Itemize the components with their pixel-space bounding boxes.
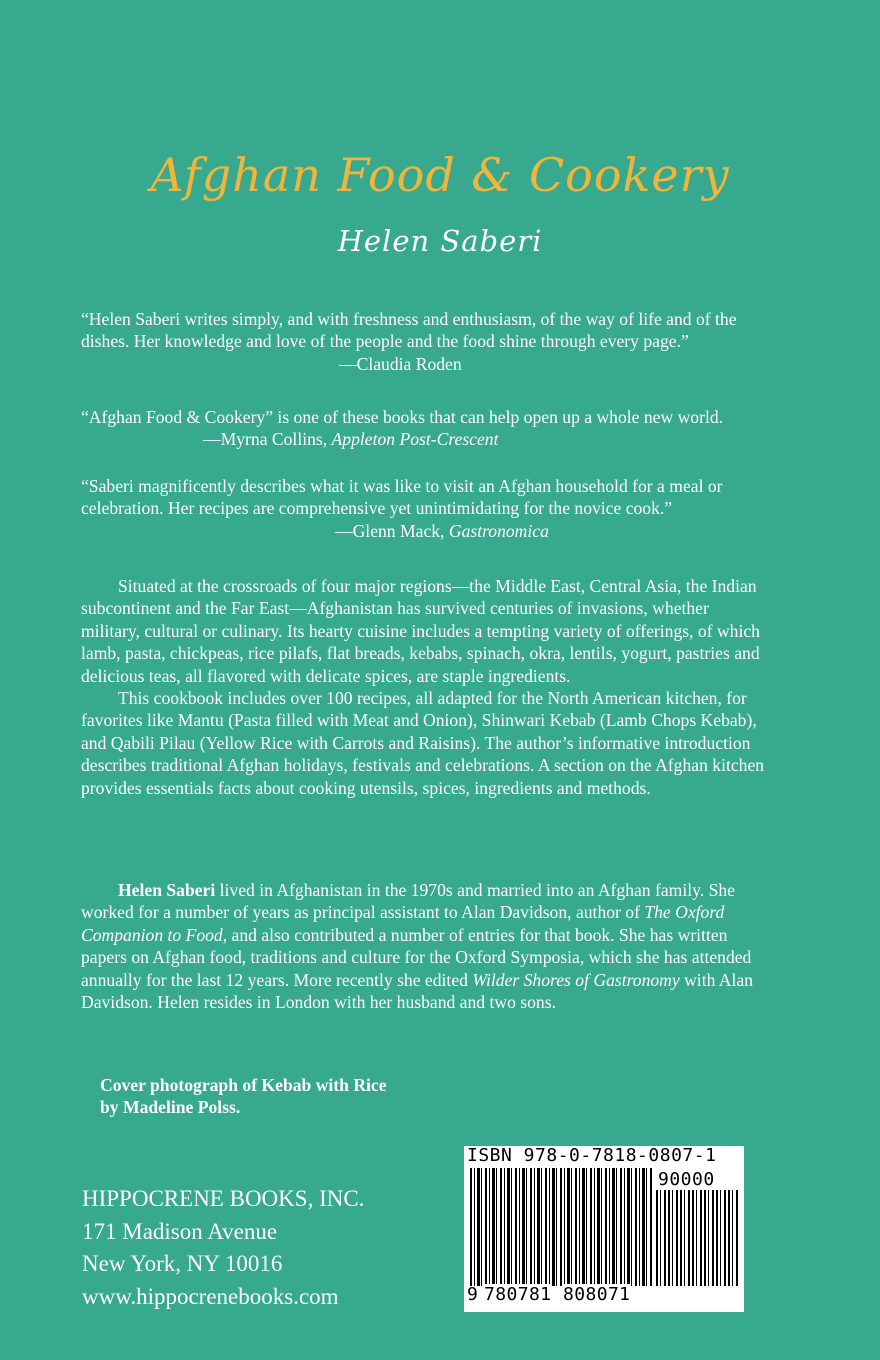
author-bio	[81, 879, 771, 1013]
bio-text: lived in Afghanistan in the 1970s and married into an Afghan family. She worked for a number of years as principal assistant to Alan Davidson, author of	[81, 880, 735, 923]
publisher-website: www.hippocrenebooks.com	[82, 1283, 339, 1309]
book-description	[81, 575, 771, 799]
quote-text: “Saberi magnificently describes what it was like to visit an Afghan household for a meal or celebration. Her recipes are comprehensive yet unintimidating for the novice cook.”	[81, 476, 723, 519]
bio-book-title: The Oxford Companion to Food	[81, 902, 725, 945]
barcode-digit-first: 9	[467, 1284, 479, 1305]
publisher-info	[82, 1183, 364, 1313]
bio-name: Helen Saberi	[118, 880, 216, 900]
book-author: Helen Saberi	[337, 224, 543, 258]
quote-attribution	[81, 429, 499, 449]
credit-line: Cover photograph of Kebab with Rice	[100, 1075, 387, 1095]
attribution-name: —Myrna Collins,	[203, 429, 332, 450]
review-quote-mack	[81, 475, 771, 542]
publisher-city: New York, NY 10016	[82, 1251, 283, 1276]
quote-text: “Helen Saberi writes simply, and with freshness and enthusiasm, of the way of life and of the dishes. Her knowledge and love of the people and the food shine through every page.”	[81, 309, 737, 352]
review-quote-collins	[81, 406, 771, 451]
barcode-digits-left: 780781	[484, 1284, 552, 1305]
photo-credit	[100, 1074, 790, 1119]
credit-line: by Madeline Polss.	[100, 1097, 241, 1118]
book-title: Afghan Food & Cookery	[150, 148, 730, 202]
description-paragraph: This cookbook includes over 100 recipes, all adapted for the North American kitchen, for favorites like Mantu (Pasta filled with Meat and Onion), Shinwari Kebab (Lamb Chops Kebab), and Qabili Pilau (Yellow Rice with Carrots and Raisins). The author’s informative introduction describes traditional Afghan holidays, festivals and celebrations. A section on the Afghan kitchen provides essentials facts about cooking utensils, spices, ingredients and methods.	[81, 688, 765, 798]
publisher-address: 171 Madison Avenue	[82, 1218, 278, 1244]
description-paragraph: Situated at the crossroads of four major regions—the Middle East, Central Asia, the Indian subcontinent and the Far East—Afghanistan has survived centuries of invasions, whether military, cultural or culinary. Its hearty cuisine includes a tempting variety of offerings, of which lamb, pasta, chickpeas, rice pilafs, flat breads, kebabs, spinach, okra, lentils, yogurt, pastries and delicious teas, all flavored with delicate spices, are staple ingredients.	[81, 576, 760, 686]
attribution-source: Appleton Post-Crescent	[331, 429, 499, 450]
quote-attribution	[81, 520, 771, 542]
publisher-name: HIPPOCRENE BOOKS, INC.	[82, 1186, 365, 1211]
barcode-digits-right: 808071	[563, 1284, 631, 1305]
bio-text: with Alan Davidson. Helen resides in London with her husband and two sons.	[81, 969, 754, 1013]
price-code: 90000	[658, 1169, 715, 1190]
bio-text: , and also contributed a number of entries for that book. She has written papers on Afghan food, traditions and culture for the Oxford Symposia, which she has attended annually for the last 12 years. More recently she edited	[81, 924, 752, 990]
quote-attribution: —Claudia Roden	[339, 353, 462, 374]
review-quote-roden	[81, 308, 771, 375]
attribution-name: —Glenn Mack,	[335, 520, 449, 541]
quote-text: “Afghan Food & Cookery” is one of these books that can help open up a whole new world.	[81, 407, 724, 427]
isbn-label: ISBN 978-0-7818-0807-1	[467, 1145, 717, 1166]
bio-book-title: Wilder Shores of Gastronomy	[472, 969, 680, 990]
barcode-addon-bars	[656, 1190, 740, 1286]
attribution-source: Gastronomica	[448, 520, 549, 541]
barcode-bars	[470, 1168, 654, 1286]
